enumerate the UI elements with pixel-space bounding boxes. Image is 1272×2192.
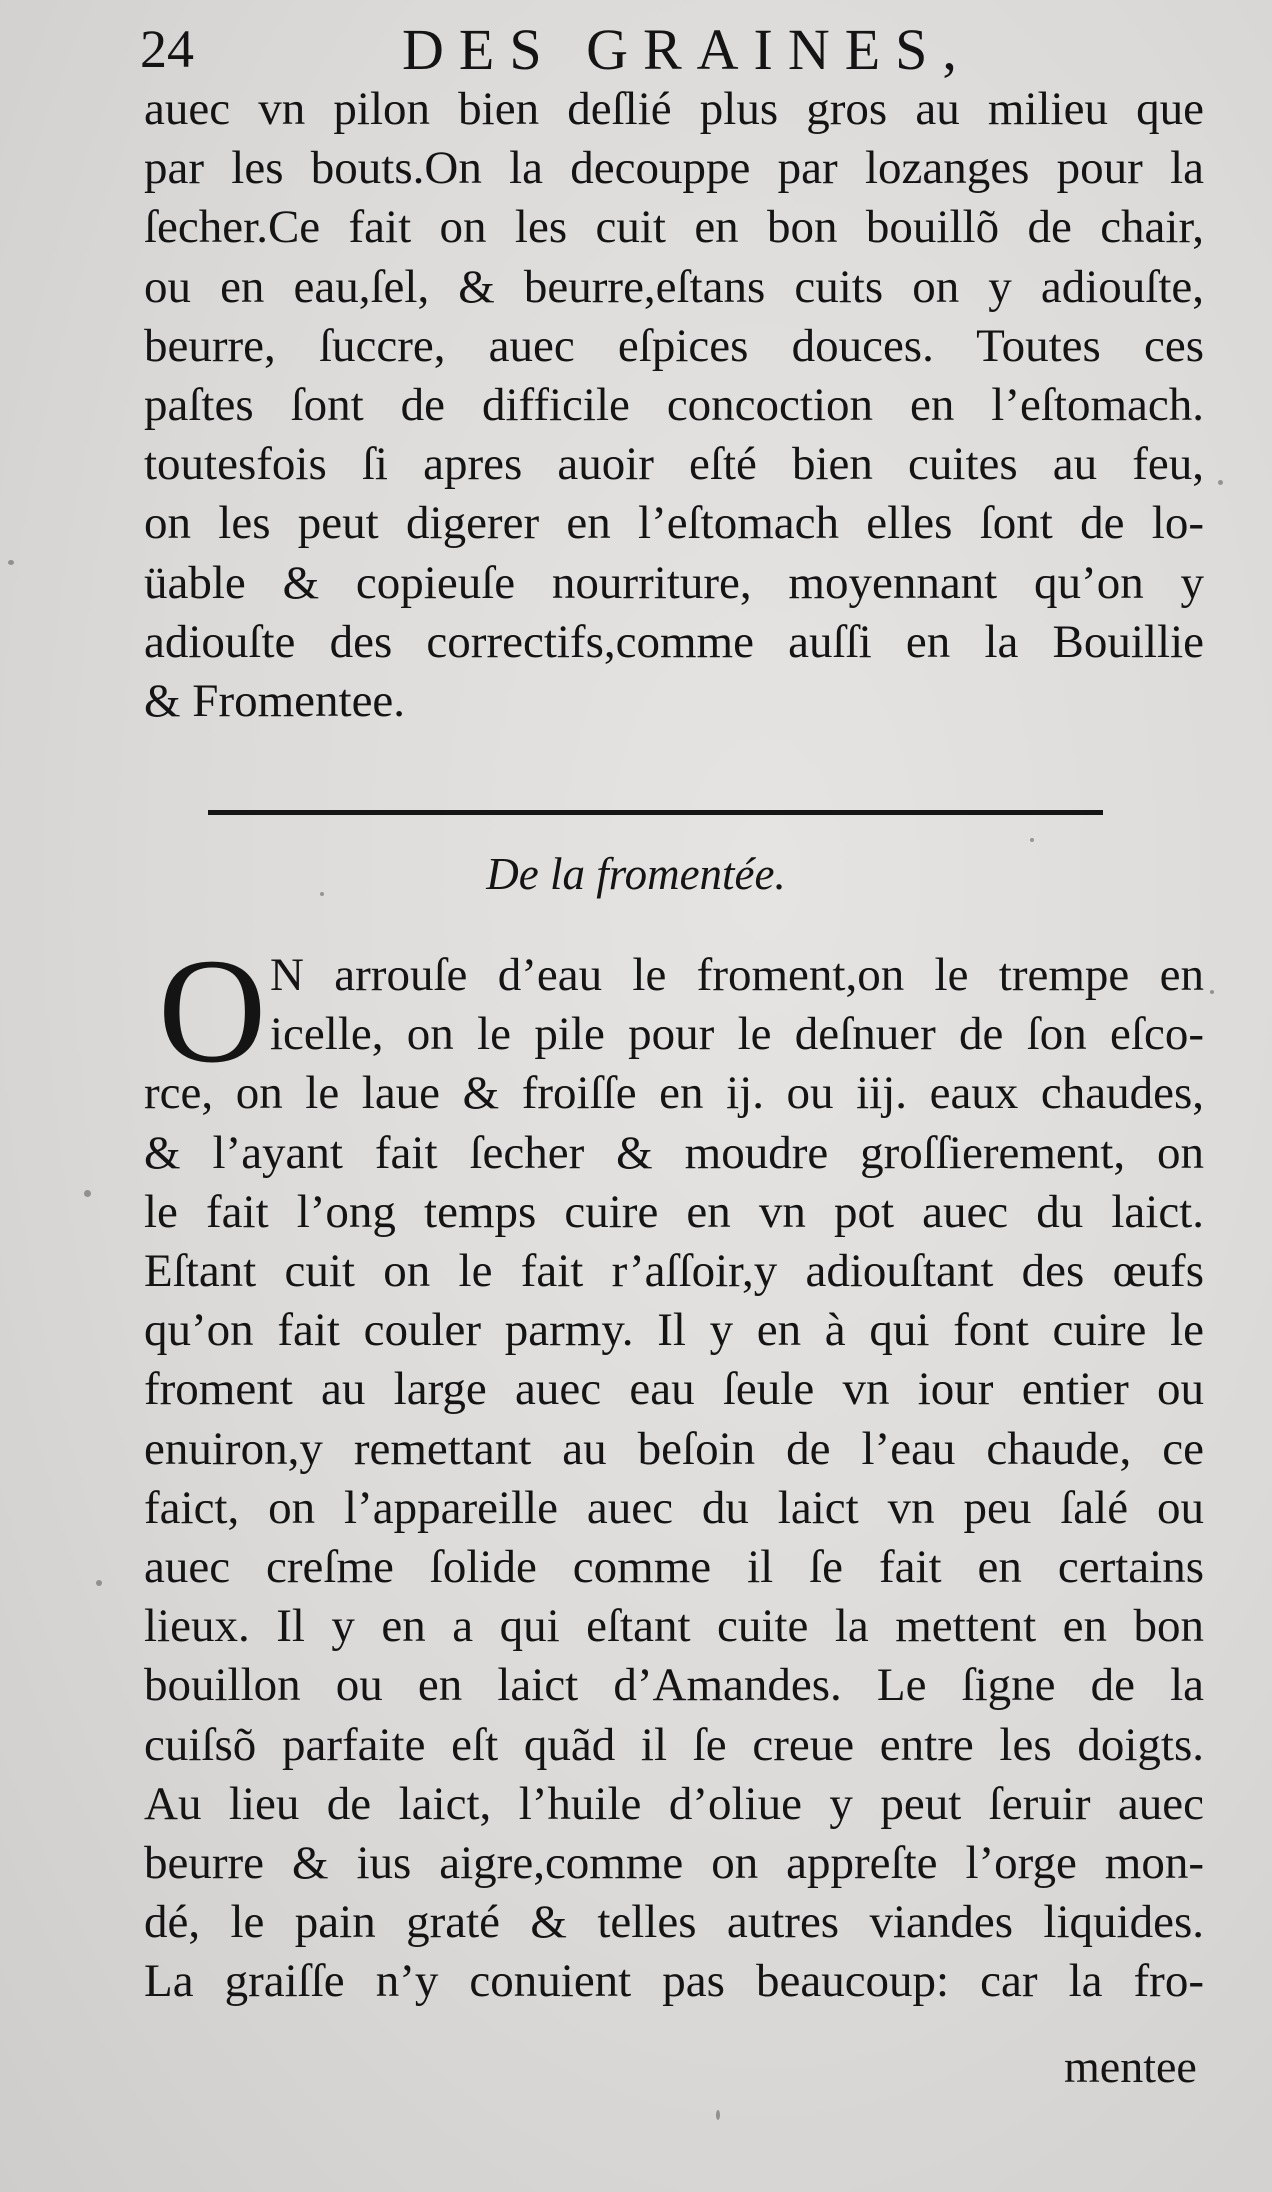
text-line: rce, on le laue & froiſſe en ij. ou iij. eaux chaudes, xyxy=(144,1067,1204,1120)
text-line: enuiron,y remettant au beſoin de l’eau chaude, ce xyxy=(144,1422,1204,1475)
dropcap-letter: O xyxy=(158,928,267,1094)
text-line: bouillon ou en laict d’Amandes. Le ſigne de la xyxy=(144,1659,1204,1712)
text-line: üable & copieuſe nourriture, moyennant qu’on y xyxy=(144,556,1204,609)
paper-speck xyxy=(1210,990,1214,994)
text-line: N arrouſe d’eau le froment,on le trempe en xyxy=(270,949,1204,1001)
text-line: faict, on l’appareille auec du laict vn peu ſalé ou xyxy=(144,1481,1204,1534)
text-line: Eſtant cuit on le fait r’aſſoir,y adiouſtant des œufs xyxy=(144,1245,1204,1298)
text-line: auec vn pilon bien deſlié plus gros au milieu que xyxy=(144,83,1204,135)
text-line: par les bouts.On la decouppe par lozanges pour la xyxy=(144,142,1204,195)
text-line: beurre & ius aigre,comme on appreſte l’orge mon- xyxy=(144,1837,1204,1890)
text-line: froment au large auec eau ſeule vn iour entier ou xyxy=(144,1363,1204,1416)
section-divider-rule xyxy=(208,810,1103,815)
paper-speck xyxy=(320,892,324,896)
text-line: ſecher.Ce fait on les cuit en bon bouillõ de chair, xyxy=(144,201,1204,254)
page-header xyxy=(140,14,1210,84)
paper-speck xyxy=(8,560,14,565)
text-line: & Fromentee. xyxy=(144,675,406,728)
text-line: icelle, on le pile pour le deſnuer de ſon eſco- xyxy=(270,1008,1204,1061)
running-title: DES GRAINES, xyxy=(402,17,972,82)
text-line: adiouſte des correctifs,comme auſſi en la Bouillie xyxy=(144,615,1204,668)
text-line: beurre, ſuccre, auec eſpices douces. Toutes ces xyxy=(144,319,1204,372)
text-line: auec creſme ſolide comme il ſe fait en certains xyxy=(144,1541,1204,1594)
paper-speck xyxy=(84,1190,91,1197)
text-line: on les peut digerer en l’eſtomach elles ſont de lo- xyxy=(144,497,1204,550)
text-line: qu’on fait couler parmy. Il y en à qui font cuire le xyxy=(144,1304,1204,1357)
text-line: le fait l’ong temps cuire en vn pot auec du laict. xyxy=(144,1185,1204,1238)
text-line: cuiſsõ parfaite eſt quãd il ſe creue entre les doigts. xyxy=(144,1718,1204,1771)
text-line: dé, le pain graté & telles autres viandes liquides. xyxy=(144,1896,1204,1949)
text-line: toutesfois ſi apres auoir eſté bien cuites au feu, xyxy=(144,438,1204,491)
section-title: De la fromentée. xyxy=(486,849,786,899)
paper-speck xyxy=(716,2110,720,2120)
paper-speck xyxy=(1218,480,1223,485)
text-line: paſtes ſont de difficile concoction en l’eſtomach. xyxy=(144,379,1204,432)
paper-speck xyxy=(96,1580,102,1586)
text-line: lieux. Il y en a qui eſtant cuite la mettent en bon xyxy=(144,1600,1204,1653)
text-line: La graiſſe n’y conuient pas beaucoup: car la fro- xyxy=(144,1955,1204,2008)
catchword: mentee xyxy=(1064,2041,1197,2092)
text-line: ou en eau,ſel, & beurre,eſtans cuits on y adiouſte, xyxy=(144,260,1204,313)
text-line: & l’ayant fait ſecher & moudre groſſierement, on xyxy=(144,1126,1204,1179)
paper-speck xyxy=(1030,838,1034,842)
section-paragraph xyxy=(144,928,1204,2012)
page-number: 24 xyxy=(140,19,194,79)
paragraph-continued xyxy=(144,80,1204,731)
text-line: Au lieu de laict, l’huile d’oliue y peut ſeruir auec xyxy=(144,1777,1204,1830)
